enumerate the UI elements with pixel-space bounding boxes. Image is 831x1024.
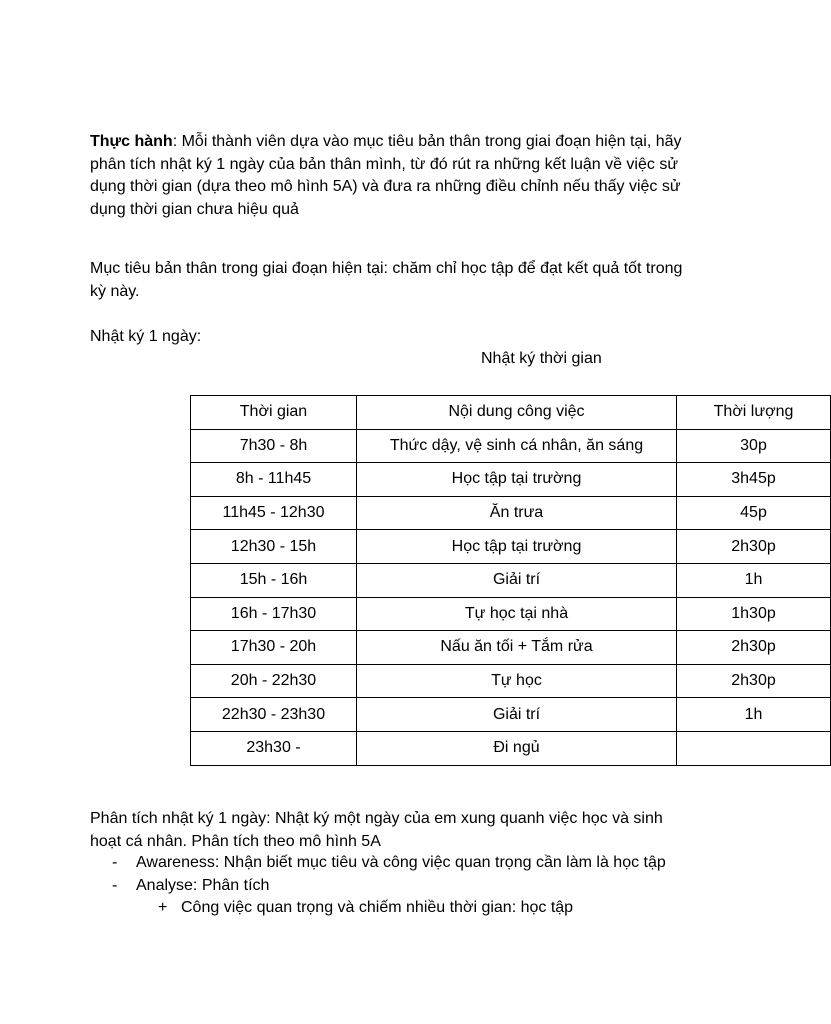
table-row	[191, 664, 831, 698]
plus-marker: +	[158, 899, 168, 916]
table-row	[191, 698, 831, 732]
cell-duration: 2h30p	[677, 631, 831, 665]
analysis-intro: Phân tích nhật ký 1 ngày: Nhật ký một ngày của em xung quanh việc học và sinh hoạt cá nhân. Phân tích theo mô hình 5A	[90, 810, 663, 850]
cell-task: Học tập tại trường	[357, 530, 677, 564]
table-row	[191, 429, 831, 463]
practice-text: : Mỗi thành viên dựa vào mục tiêu bản thân trong giai đoạn hiện tại, hãy phân tích nhật ký 1 ngày của bản thân mình, từ đó rút ra những kết luận về việc sử dụng thời gian (dựa theo mô hình 5A) và đưa ra những điều chỉnh nếu thấy việc sử dụng thời gian chưa hiệu quả	[90, 133, 682, 218]
cell-duration	[677, 731, 831, 765]
important-work-text: Công việc quan trọng và chiếm nhiều thời gian: học tập	[181, 899, 574, 916]
diary-label: Nhật ký 1 ngày:	[90, 328, 202, 345]
cell-time: 8h - 11h45	[191, 463, 357, 497]
cell-duration: 2h30p	[677, 530, 831, 564]
cell-duration: 1h	[677, 698, 831, 732]
analyse-text: Analyse: Phân tích	[136, 877, 270, 894]
awareness-text: Awareness: Nhận biết mục tiêu và công việc quan trọng cần làm là học tập	[136, 854, 666, 871]
cell-time: 11h45 - 12h30	[191, 496, 357, 530]
table-row	[191, 530, 831, 564]
table-caption: Nhật ký thời gian	[481, 350, 602, 367]
table-row	[191, 597, 831, 631]
header-duration: Thời lượng	[677, 396, 831, 430]
cell-task: Ăn trưa	[357, 496, 677, 530]
cell-time: 12h30 - 15h	[191, 530, 357, 564]
cell-duration: 3h45p	[677, 463, 831, 497]
cell-time: 22h30 - 23h30	[191, 698, 357, 732]
practice-label: Thực hành	[90, 133, 173, 150]
cell-task: Tự học tại nhà	[357, 597, 677, 631]
cell-task: Đi ngủ	[357, 731, 677, 765]
cell-duration: 2h30p	[677, 664, 831, 698]
cell-duration: 30p	[677, 429, 831, 463]
table-header-row	[191, 396, 831, 430]
table-row	[191, 496, 831, 530]
cell-time: 17h30 - 20h	[191, 631, 357, 665]
cell-task: Giải trí	[357, 563, 677, 597]
cell-duration: 1h	[677, 563, 831, 597]
table-row	[191, 631, 831, 665]
header-task: Nội dung công việc	[357, 396, 677, 430]
cell-time: 23h30 -	[191, 731, 357, 765]
cell-task: Thức dậy, vệ sinh cá nhân, ăn sáng	[357, 429, 677, 463]
cell-duration: 45p	[677, 496, 831, 530]
cell-duration: 1h30p	[677, 597, 831, 631]
table-row	[191, 563, 831, 597]
cell-task: Học tập tại trường	[357, 463, 677, 497]
cell-task: Tự học	[357, 664, 677, 698]
cell-time: 15h - 16h	[191, 563, 357, 597]
practice-paragraph	[90, 131, 690, 221]
cell-task: Giải trí	[357, 698, 677, 732]
time-log-table	[190, 395, 831, 766]
table-row	[191, 731, 831, 765]
cell-time: 7h30 - 8h	[191, 429, 357, 463]
cell-time: 16h - 17h30	[191, 597, 357, 631]
table-row	[191, 463, 831, 497]
cell-time: 20h - 22h30	[191, 664, 357, 698]
cell-task: Nấu ăn tối + Tắm rửa	[357, 631, 677, 665]
goal-paragraph: Mục tiêu bản thân trong giai đoạn hiện tại: chăm chỉ học tập để đạt kết quả tốt trong kỳ này.	[90, 260, 683, 300]
dash-marker: -	[112, 854, 118, 871]
header-time: Thời gian	[191, 396, 357, 430]
dash-marker: -	[112, 877, 118, 894]
